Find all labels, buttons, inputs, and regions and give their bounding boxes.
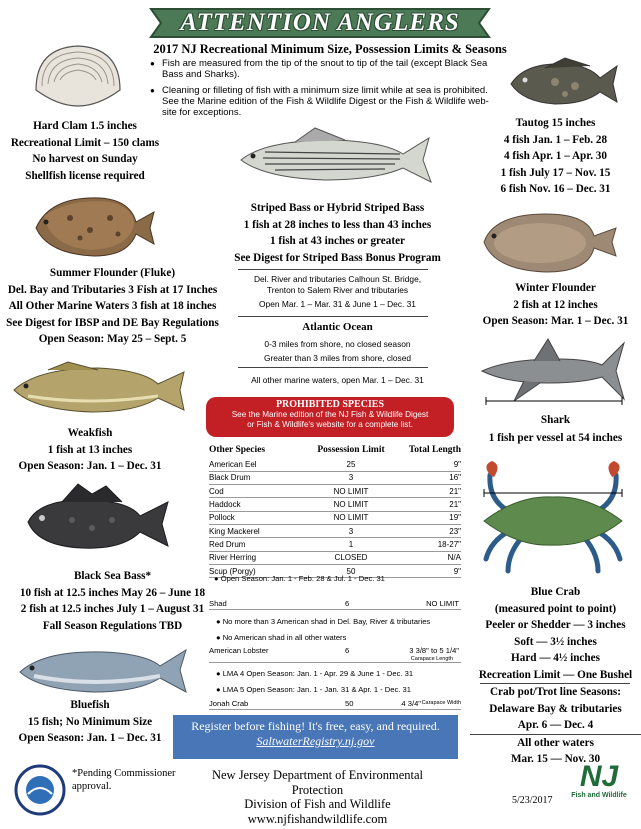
possession-limit: 25 <box>301 458 401 471</box>
possession-limit: NO LIMIT <box>301 498 401 511</box>
text-line: See Digest for Striped Bass Bonus Program <box>234 251 441 264</box>
text-line: Open Season: Mar. 1 – Dec. 31 <box>482 315 629 327</box>
text-line: Shark <box>540 414 571 426</box>
divider <box>238 269 428 270</box>
text-line: Mar. 15 — Nov. 30 <box>510 753 601 765</box>
possession-limit: 50 <box>345 699 354 708</box>
possession-limit: NO LIMIT <box>301 511 401 524</box>
possession-limit: 3 <box>301 524 401 537</box>
shad-notes: ● No more than 3 American shad in Del. Bay, River & tributaries ● No American shad in all other waters <box>216 617 431 642</box>
bluefish-regulations <box>0 697 180 747</box>
species-name: Black Drum <box>209 471 301 484</box>
species-name: River Herring <box>209 551 301 564</box>
text-line: 15 fish; No Minimum Size <box>27 715 153 728</box>
text-line: 1 fish at 28 inches to less than 43 inches <box>243 218 432 231</box>
striped-bass-image <box>235 122 435 194</box>
table-row <box>209 551 461 564</box>
text-line: All other waters <box>470 734 641 752</box>
possession-limit: NO LIMIT <box>301 485 401 498</box>
table-row <box>209 458 461 471</box>
text-line: All Other Marine Waters 3 fish at 18 inches <box>8 300 217 312</box>
text-line: Recreational Limit – 150 clams <box>10 136 160 149</box>
weakfish-regulations <box>0 425 180 475</box>
total-length: 9" <box>401 564 461 577</box>
striped-bass-regulations <box>215 200 460 266</box>
clam-image <box>28 40 128 112</box>
text-line: Winter Flounder <box>515 282 596 294</box>
text-line: Hard — 4½ inches <box>511 652 600 664</box>
species-name: Pollock <box>209 511 301 524</box>
del-river-info <box>215 274 460 310</box>
text-line: Soft — 3½ inches <box>514 635 597 648</box>
text-line: Del. Bay and Tributaries 3 Fish at 17 Inches <box>7 283 218 296</box>
text-line: 2 fish at 12.5 inches July 1 – August 31 <box>20 603 205 615</box>
atlantic-ocean-title: Atlantic Ocean <box>302 321 373 333</box>
jonah-crab-row <box>209 698 461 710</box>
text-line: Blue Crab <box>530 586 581 598</box>
text-line: Crab pot/Trot line Seasons: <box>489 686 622 698</box>
table-body <box>209 458 461 578</box>
registry-link[interactable]: SaltwaterRegistry.nj.gov <box>256 734 375 748</box>
total-length: 4 3/4" <box>401 699 421 708</box>
lobster-notes: ● LMA 4 Open Season: Jan. 1 - Apr. 29 & June 1 - Dec. 31 ● LMA 5 Open Season: Jan. 1 - Jan. 31 & Apr. 1 - Dec. 31 <box>216 669 414 694</box>
total-length: 19" <box>401 511 461 524</box>
text-line: 1 fish per vessel at 54 inches <box>488 431 623 444</box>
other-species-table <box>209 445 461 578</box>
summer-flounder-regulations <box>0 265 225 348</box>
logo-text: NJ <box>579 760 619 793</box>
text-line: No American shad in all other waters <box>222 633 347 642</box>
total-length: 21" <box>401 485 461 498</box>
species-name: American Lobster <box>209 646 269 655</box>
shark-regulations <box>470 412 641 446</box>
agency-website-link[interactable]: www.njfishandwildlife.com <box>247 811 388 826</box>
text-line: Fall Season Regulations TBD <box>42 619 183 632</box>
text-line: Greater than 3 miles from shore, closed <box>263 353 412 363</box>
possession-limit: 6 <box>345 599 350 608</box>
pending-note: *Pending Commissioner approval. <box>72 768 176 792</box>
text-line: 6 fish Nov. 16 – Dec. 31 <box>500 183 611 195</box>
text-line: Delaware Bay & tributaries <box>489 702 622 715</box>
registry-text: Register before fishing! It's free, easy, and required. <box>191 719 440 733</box>
text-line: Apr. 6 — Dec. 4 <box>517 719 594 731</box>
table-row <box>209 498 461 511</box>
possession-limit: 1 <box>301 538 401 551</box>
nj-fish-wildlife-logo <box>566 762 632 799</box>
nj-environmental-seal-icon <box>14 764 66 816</box>
text-line: (measured point to point) <box>494 602 617 615</box>
black-sea-bass-image <box>22 478 172 558</box>
species-name: King Mackerel <box>209 524 301 537</box>
species-name: Cod <box>209 485 301 498</box>
text-line: No more than 3 American shad in Del. Bay, River & tributaries <box>222 617 431 626</box>
scup-season-note: ● Open Season: Jan. 1 - Feb. 28 & Jul. 1 - Dec. 31 <box>214 574 385 583</box>
blue-crab-regulations <box>470 584 641 683</box>
text-line: Open Season: May 25 – Sept. 5 <box>38 333 187 345</box>
logo-subtext: Fish and Wildlife <box>571 792 627 799</box>
column-header: Other Species <box>209 445 266 455</box>
possession-limit: 50 <box>301 564 401 577</box>
intro-notes <box>150 58 490 123</box>
text-line: Recreation Limit — One Bushel <box>478 668 633 681</box>
prohibited-species-banner <box>206 397 454 437</box>
table-row <box>209 471 461 484</box>
total-length: 18-27" <box>401 538 461 551</box>
prohibited-title: PROHIBITED SPECIES <box>275 399 385 410</box>
weakfish-image <box>8 356 188 422</box>
prohibited-desc-line: See the Marine edition of the NJ Fish & Wildlife Digest <box>231 410 429 419</box>
banner-title: ATTENTION ANGLERS <box>180 9 460 36</box>
black-sea-bass-regulations <box>0 568 225 634</box>
text-line: Del. River and tributaries Calhoun St. Bridge, <box>253 274 422 284</box>
text-line: 1 fish at 13 inches <box>47 443 133 456</box>
text-line: Tautog 15 inches <box>515 117 596 129</box>
total-length: 9" <box>401 458 461 471</box>
total-length: 21" <box>401 498 461 511</box>
crab-seasons <box>470 684 641 768</box>
text-line: Hard Clam 1.5 inches <box>33 120 137 132</box>
text-line: New Jersey Department of Environmental Protection <box>211 768 424 797</box>
bluefish-image <box>14 638 189 702</box>
text-line: Bluefish <box>70 699 110 711</box>
column-header: Total Length <box>408 445 461 455</box>
text-line: LMA 4 Open Season: Jan. 1 - Apr. 29 & June 1 - Dec. 31 <box>222 669 414 678</box>
text-line: 1 fish at 43 inches or greater <box>269 235 406 247</box>
table-row <box>209 511 461 524</box>
text-line: Peeler or Shedder — 3 inches <box>485 619 626 631</box>
text-line: No harvest on Sunday <box>32 153 138 165</box>
divider <box>238 367 428 368</box>
text-line: Shellfish license required <box>25 169 145 182</box>
table-row <box>209 485 461 498</box>
text-line: 4 fish Apr. 1 – Apr. 30 <box>504 150 607 162</box>
total-length: NO LIMIT <box>426 599 459 608</box>
text-line: LMA 5 Open Season: Jan. 1 - Jan. 31 & Apr. 1 - Dec. 31 <box>222 685 411 694</box>
text-line: See Digest for IBSP and DE Bay Regulations <box>6 316 219 329</box>
species-name: Haddock <box>209 498 301 511</box>
clam-regulations <box>0 118 170 184</box>
blue-crab-image <box>478 455 628 580</box>
species-name: Shad <box>209 599 227 608</box>
winter-flounder-image <box>480 206 620 278</box>
text-line: 4 fish Jan. 1 – Feb. 28 <box>503 133 608 146</box>
note-item: ● Cleaning or filleting of fish with a minimum size limit while at sea is prohibited. See the Marine edition of the Fish & Wildlife Digest or the Fish & Wildlife web-site for exceptions. <box>150 85 490 118</box>
summer-flounder-image <box>30 188 158 262</box>
tautog-regulations <box>470 115 641 198</box>
total-length: 16" <box>401 471 461 484</box>
possession-limit: 6 <box>345 646 350 655</box>
species-name: American Eel <box>209 458 301 471</box>
text-line: Trenton to Salem River and tributaries <box>266 285 409 295</box>
page-subtitle: 2017 NJ Recreational Minimum Size, Possession Limits & Seasons <box>153 42 507 56</box>
divider <box>238 316 428 317</box>
species-name: Scup (Porgy) <box>209 564 301 577</box>
length-note: Carapace Length <box>410 656 453 662</box>
species-name: Jonah Crab <box>209 699 249 708</box>
shad-row <box>209 598 461 610</box>
total-length: N/A <box>401 551 461 564</box>
registry-banner <box>173 715 458 759</box>
length-note: Carapace Width <box>421 700 461 706</box>
publish-date: 5/23/2017 <box>512 795 553 806</box>
atlantic-ocean-info <box>215 337 460 365</box>
total-length: 23" <box>401 524 461 537</box>
text-line: Open Mar. 1 – Mar. 31 & June 1 – Dec. 31 <box>259 299 416 309</box>
text-line: 10 fish at 12.5 inches May 26 – June 18 <box>19 586 206 599</box>
text-line: Open Season: Jan. 1 – Dec. 31 <box>18 732 162 744</box>
winter-flounder-regulations <box>470 280 641 330</box>
lobster-row <box>209 645 461 663</box>
text-line: Division of Fish and Wildlife <box>244 797 391 811</box>
other-waters-info: All other marine waters, open Mar. 1 – Dec. 31 <box>251 375 424 385</box>
text-line: Black Sea Bass* <box>73 570 152 582</box>
text-line: 0-3 miles from shore, no closed season <box>264 339 411 349</box>
table-row <box>209 538 461 551</box>
possession-limit: CLOSED <box>301 551 401 564</box>
prohibited-desc-line: or Fish & Wildlife's website for a complete list. <box>247 420 413 429</box>
text-line: Open Season: Jan. 1 – Dec. 31 <box>18 460 162 472</box>
possession-limit: 3 <box>301 471 401 484</box>
species-name: Red Drum <box>209 538 301 551</box>
text-line: 1 fish July 17 – Nov. 15 <box>500 166 611 179</box>
table-row <box>209 524 461 537</box>
shark-image <box>478 335 628 407</box>
tautog-image <box>505 54 620 112</box>
text-line: Summer Flounder (Fluke) <box>49 267 176 279</box>
total-length: 3 3/8" to 5 1/4" <box>409 646 459 655</box>
text-line: Open Season: Jan. 1 - Feb. 28 & Jul. 1 - Dec. 31 <box>220 574 385 583</box>
note-item: ● Fish are measured from the tip of the snout to tip of the tail (except Black Sea Bass and Sharks). <box>150 58 490 80</box>
text-line: Weakfish <box>67 427 113 439</box>
text-line: 2 fish at 12 inches <box>513 298 598 311</box>
agency-info <box>190 768 445 826</box>
text-line: Striped Bass or Hybrid Striped Bass <box>250 202 425 214</box>
column-header: Possession Limit <box>317 445 385 455</box>
